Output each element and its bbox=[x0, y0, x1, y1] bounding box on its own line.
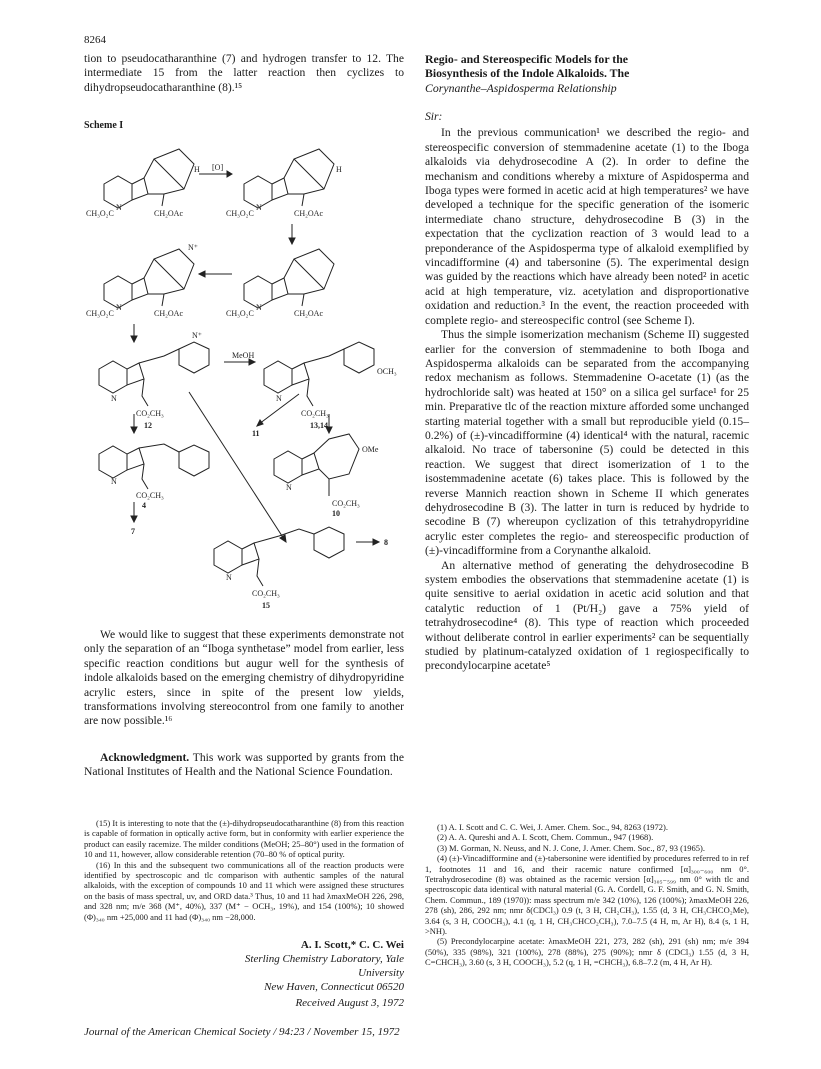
label-oac-4: CH₂OAc bbox=[294, 309, 324, 318]
acknowledgment-text: This work was supported by grants from the National Institutes of Health and the National Science Foundation. bbox=[84, 751, 404, 779]
paragraph-2: Thus the simple isomerization mechanism (Scheme II) suggested earlier for the conversion of stemmadenine to both Iboga and Aspidosperma alkaloids can be separated from the accompanying redox mechanism as follows. Stemmadenine O-acetate (1) (as the hydrochloride salt) was heated at 150° on a silica gel surface¹ for 25 min. Preparative tlc of the reaction mixture afforded some unchanged starting material together with a small but reproducible yield (0.15–0.2%) of (±)-vincadifformine (4) identical⁴ with the natural, racemic alkaloid. No trace of tabersonine (5) could be detected in this reaction. We suggest that direct isomerization of 1 to the isostemmadenine acetate (6) takes place. This is followed by the reverse Mannich reaction shown in Scheme II which generates dehydrosecodine B (3). The latter in turn is reduced by hydride to secodine B (7) whereupon cyclization of this tetrahydropyridine acrylic ester completes the regio- and stereospecific production of (±)-vincadifformine from a Corynanthe alkaloid. bbox=[425, 328, 749, 558]
article-title-line-3: Corynanthe–Aspidosperma Relationship bbox=[425, 80, 617, 95]
signature-affiliation-2: New Haven, Connecticut 06520 bbox=[264, 981, 404, 993]
article-title-line-1: Regio- and Stereospecific Models for the bbox=[425, 52, 629, 66]
footnote-5: (5) Precondylocarpine acetate: λmaxMeOH 221, 273, 282 (sh), 291 (sh) nm; m/e 394 (50%), 335 (98%), 321 (100%), 278 (88%), 275 (90%); nmr δ (CDCl₃) 1.55 (d, 3 H, C=CHCH₃), 3.60 (s, 3 H, COOCH₃), 5.2 (q, 1 H, =CHCH₃), 6.8–7.2 (m, 4 H, Ar H). bbox=[425, 936, 749, 968]
footnote-4: (4) (±)-Vincadifformine and (±)-tabersonine were identified by procedures referred to in ref 1, footnotes 11 and 16, and their racemic nature confirmed [α]₃₀₀₋₆₀₀ nm 0°. Tetrahydrosecodine (8) was obtained as the racemic version [α]₃₀₅₋₅₉₉ nm 0° with tlc and spectroscopic data identical with natural material (G. A. Cordell, G. F. Smith, and G. N. Smith, Chem. Commun., 189 (1970)): mass spectrum m/e 342 (10%), 126 (100%); λmaxMeOH 226, 278 (sh), 286, 292 nm; nmr δ(CDCl₃) 0.9 (t, 3 H, CH₂CH₃), 1.55 (d, 3 H, CH₃CHCO₂Me), 3.64 (s, 3 H, COOCH₃), 4.1 (q, 1 H, CH₃CHCO₂CH₃), 7.0–7.5 (4 H, m, Ar H), 8.4 (s, 1 H, >NH). bbox=[425, 853, 749, 937]
label-n-7: N bbox=[111, 477, 117, 486]
compound-10: 10 bbox=[332, 509, 340, 518]
label-ester-1: CH₃O₂C bbox=[86, 209, 114, 218]
paragraph-3: An alternative method of generating the dehydrosecodine B system embodies the observations that stemmadenine acetate (1) is quite sensitive to aerial oxidation in acetic acid solution and that catalytic reduction of 1 (Pt/H₂) gave a 75% yield of tetrahydrosecodine⁴ (8). This type of reaction which proceeded without deliberate control in earlier experiments² can be sequentially studied by platinum-catalyzed oxidation of 1 regiospecifically to precondylocarpine acetate⁵ bbox=[425, 558, 749, 673]
label-n-3: N bbox=[116, 303, 122, 312]
acknowledgment bbox=[84, 751, 404, 780]
compound-12: 12 bbox=[144, 421, 152, 430]
signature-affiliation-1: Sterling Chemistry Laboratory, Yale University bbox=[244, 953, 404, 979]
compound-8: 8 bbox=[384, 538, 388, 547]
structure-2 bbox=[244, 149, 334, 208]
label-n-9: N bbox=[226, 573, 232, 582]
signature-block bbox=[200, 938, 404, 1010]
compound-15: 15 bbox=[262, 601, 270, 610]
page-number: 8264 bbox=[84, 34, 106, 46]
footnote-15: (15) It is interesting to note that the (±)-dihydropseudocatharanthine (8) from this reaction is capable of formation in optically active form, but in conformity with earlier experience the product can easily racemize. The milder conditions (MeOH; 25–80°) used in the formation of 10 and 11, however, allow considerable retention (70–80 % of optical purity. bbox=[84, 818, 404, 860]
compound-7: 7 bbox=[131, 527, 135, 536]
label-n-5: N bbox=[111, 394, 117, 403]
label-oac-1: CH₂OAc bbox=[154, 209, 184, 218]
label-oac-3: CH₂OAc bbox=[154, 309, 184, 318]
structure-3 bbox=[104, 249, 194, 308]
meoh-label: MeOH bbox=[232, 351, 255, 360]
label-co2ch3-3: CO₂CH₃ bbox=[136, 491, 164, 500]
label-n-8: N bbox=[286, 483, 292, 492]
footnote-3: (3) M. Gorman, N. Neuss, and N. J. Cone, J. Amer. Chem. Soc., 87, 93 (1965). bbox=[437, 842, 705, 853]
left-continuation-paragraph: tion to pseudocatharanthine (7) and hydrogen transfer to 12. The intermediate 15 from the latter reaction then cyclizes to dihydropseudocatharanthine (8).¹⁵ bbox=[84, 52, 404, 94]
label-co2ch3-1: CO₂CH₃ bbox=[136, 409, 164, 418]
acknowledgment-heading: Acknowledgment. bbox=[100, 751, 190, 764]
label-co2ch3-5: CO₂CH₃ bbox=[252, 589, 280, 598]
compound-11: 11 bbox=[252, 429, 260, 438]
label-oac-2: CH₂OAc bbox=[294, 209, 324, 218]
compound-13-14: 13,14 bbox=[310, 421, 328, 430]
right-body bbox=[425, 110, 749, 674]
label-n-plus-2: N⁺ bbox=[192, 331, 202, 340]
paragraph-1: In the previous communication¹ we described the regio- and stereospecific conversion of stemmadenine acetate (1) to the Iboga alkaloids via dehydrosecodine A (2). In order to define the mechanism and conditions whereby a mixture of Aspidosperma and Iboga types were formed in acetic acid at high temperatures² we have developed a technique for the specific generation of the isomeric intermediate chano structure, dehydrosecodine B (3) in the expectation that the cyclization reaction of 3 would lead to a preponderance of the Aspidosperma type of alkaloid exemplified by vincadifformine (4) and tabersonine (5). The experimental design was guided by the reactions which have already been noted² in acetic acid at high temperature, viz. acetylation and disproportionative oxidation and reduction.³ In the event, the reaction proceeded with complete regio- and stereospecific control (see Scheme I). bbox=[425, 126, 749, 327]
concluding-paragraph: We would like to suggest that these experiments demonstrate not only the separation of an “Iboga synthetase” model from earlier, less specific reaction conditions but augur well for the synthesis of indole alkaloids based on the emerging chemistry of dihydropyridine acrylic esters, since in spite of the present low yields, transformations involving stereocontrol from one family to another are now possible.¹⁶ bbox=[84, 628, 404, 728]
right-title bbox=[425, 52, 749, 95]
label-ome: OMe bbox=[362, 445, 379, 454]
label-h-2: H bbox=[336, 165, 342, 174]
structure-1 bbox=[104, 149, 194, 208]
article-title-line-2: Biosynthesis of the Indole Alkaloids. The bbox=[425, 66, 630, 81]
label-ester-4: CH₃O₂C bbox=[226, 309, 254, 318]
left-footnotes bbox=[84, 818, 404, 922]
compound-4: 4 bbox=[142, 501, 146, 510]
label-n-plus-1: N⁺ bbox=[188, 243, 198, 252]
right-footnotes bbox=[425, 822, 749, 968]
salutation: Sir: bbox=[425, 110, 443, 123]
journal-footer: Journal of the American Chemical Society / 94:23 / November 15, 1972 bbox=[84, 1026, 400, 1038]
left-column-top-text bbox=[84, 52, 404, 95]
scheme-label: Scheme I bbox=[84, 120, 124, 131]
label-n-1: N bbox=[116, 203, 122, 212]
signature-authors: A. I. Scott,* C. C. Wei bbox=[300, 939, 404, 951]
label-ester-2: CH₃O₂C bbox=[226, 209, 254, 218]
footnote-2: (2) A. A. Qureshi and A. I. Scott, Chem. Commun., 947 (1968). bbox=[437, 832, 654, 843]
scheme-diagram bbox=[84, 134, 414, 610]
structure-4 bbox=[244, 249, 334, 308]
received-date: Received August 3, 1972 bbox=[295, 997, 404, 1009]
label-n-4: N bbox=[256, 303, 262, 312]
footnote-16: (16) In this and the subsequent two communications all of the reaction products were identified by spectroscopic and tlc comparison with authentic samples of the natural alkaloids, with the exception of compounds 10 and 11 which were assigned these structures on the basis of mass spectral, uv, and ORD data.³ Thus, 10 and 11 had λmaxMeOH 226, 298, and 328 nm; m/e 368 (M⁺, 40%), 337 (M⁺ − OCH₃, 19%), and 154 (100%); 10 showed (Φ)₃₄₀ nm +25,000 and 11 had (Φ)₃₄₀ nm −28,000. bbox=[84, 859, 404, 922]
arrow-diagonal-1 bbox=[189, 392, 284, 539]
label-och3: OCH₃ bbox=[377, 367, 397, 376]
left-body bbox=[84, 628, 404, 729]
label-co2ch3-4: CO₂CH₃ bbox=[332, 499, 360, 508]
label-h-1: H bbox=[194, 165, 200, 174]
structure-15 bbox=[214, 527, 344, 586]
label-n-6: N bbox=[276, 394, 282, 403]
footnote-1: (1) A. I. Scott and C. C. Wei, J. Amer. Chem. Soc., 94, 8263 (1972). bbox=[437, 822, 669, 832]
oxidation-label: [O] bbox=[212, 163, 224, 172]
label-n-2: N bbox=[256, 203, 262, 212]
label-co2ch3-2: CO₂CH₃ bbox=[301, 409, 329, 418]
label-ester-3: CH₃O₂C bbox=[86, 309, 114, 318]
